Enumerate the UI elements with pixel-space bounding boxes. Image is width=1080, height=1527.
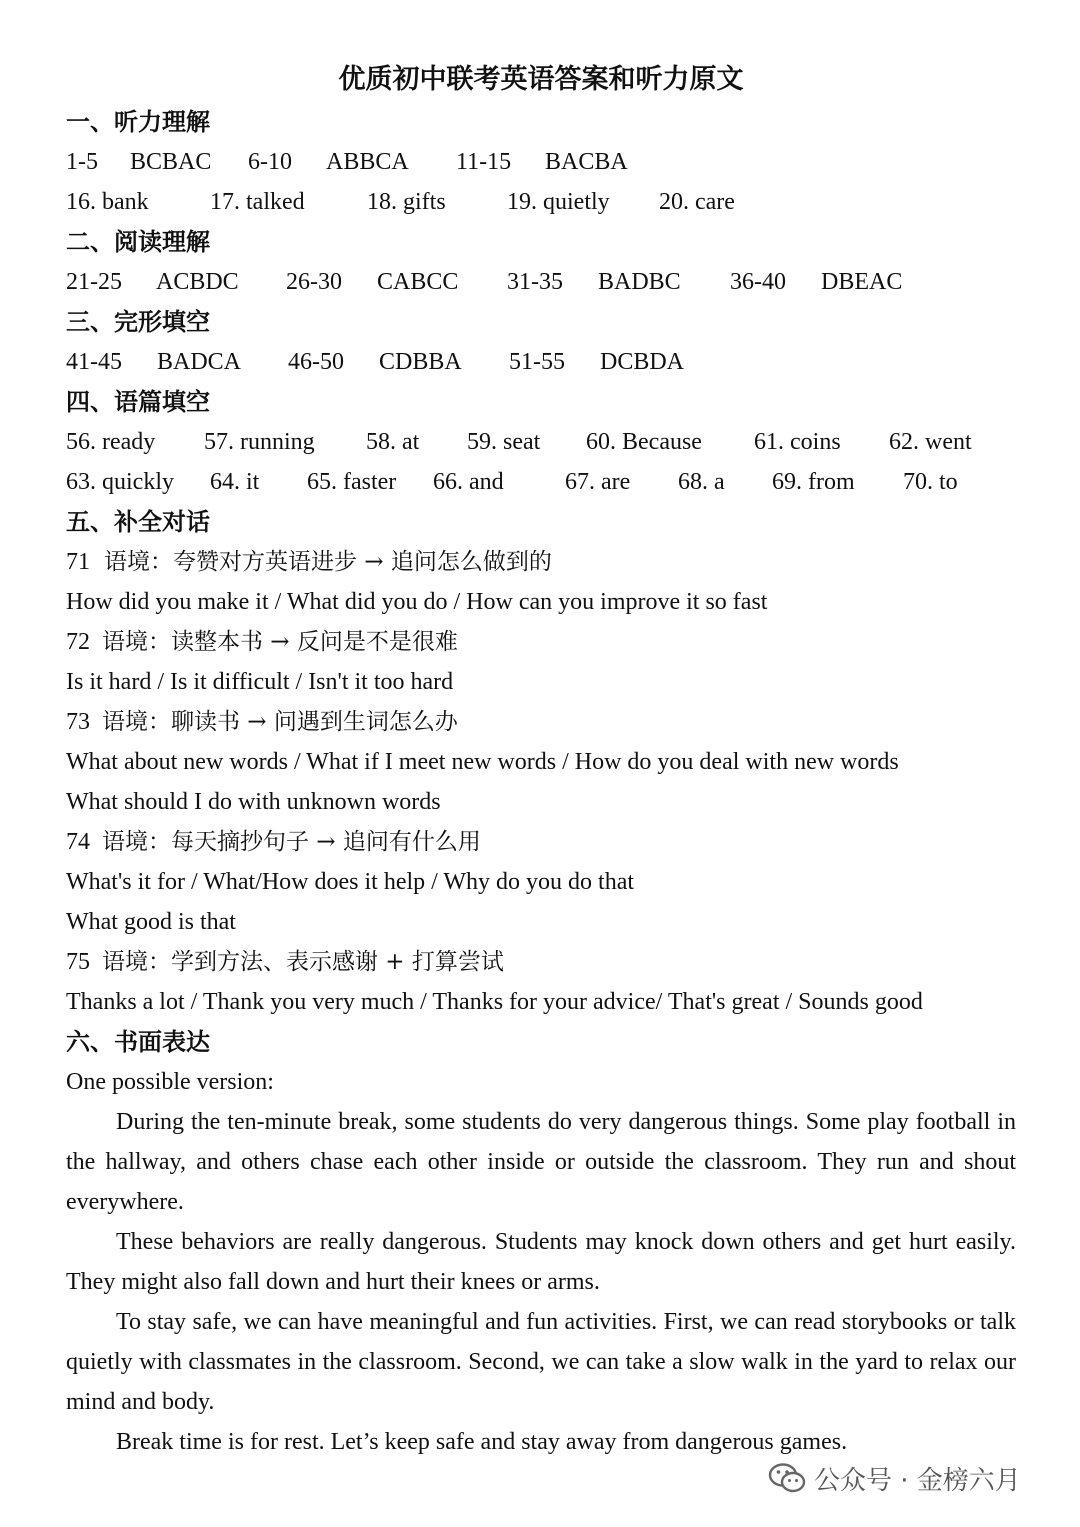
- answer-item: 61. coins: [754, 429, 841, 455]
- section-heading-dialogue: 五、补全对话: [66, 507, 210, 536]
- wechat-icon: [768, 1462, 806, 1494]
- question-number: 74: [66, 829, 90, 855]
- question-context: [66, 822, 1016, 862]
- essay-intro: One possible version:: [66, 1069, 274, 1095]
- question-number: 71: [66, 549, 90, 575]
- watermark-text: 公众号 · 金榜六月: [814, 1465, 1021, 1496]
- answer-item: 63. quickly: [66, 469, 174, 495]
- section-heading-writing: 六、书面表达: [66, 1027, 210, 1056]
- answer-item: 65. faster: [307, 469, 397, 495]
- answer-line: What's it for / What/How does it help / Why do you do that: [66, 869, 635, 895]
- answer-row: [66, 142, 1016, 182]
- answer-set: CDBBA: [379, 349, 462, 375]
- answer-item: 69. from: [772, 469, 855, 495]
- answer-item: 19. quietly: [507, 189, 610, 215]
- range-label: 31-35: [507, 269, 563, 295]
- context-text: 语境：每天摘抄句子 → 追问有什么用: [102, 829, 481, 855]
- question-number: 73: [66, 709, 90, 735]
- answer-item: 62. went: [889, 429, 972, 455]
- page-title: 优质初中联考英语答案和听力原文: [338, 64, 744, 95]
- range-label: 21-25: [66, 269, 122, 295]
- essay-paragraph: To stay safe, we can have meaningful and fun activities. First, we can read storybooks or talk quietly with classmates in the classroom. Second, we can take a slow walk in the yard to relax our mind and body.: [66, 1309, 1016, 1415]
- answer-item: 18. gifts: [367, 189, 446, 215]
- essay-paragraph: Break time is for rest. Let’s keep safe and stay away from dangerous games.: [116, 1429, 848, 1455]
- section-heading-reading: 二、阅读理解: [66, 227, 210, 256]
- answer-row: [66, 422, 1016, 462]
- answer-item: 58. at: [366, 429, 420, 455]
- answer-item: 60. Because: [586, 429, 702, 455]
- answer-set: DCBDA: [600, 349, 685, 375]
- answer-line: Thanks a lot / Thank you very much / Thanks for your advice/ That's great / Sounds good: [66, 989, 923, 1015]
- range-label: 36-40: [730, 269, 786, 295]
- essay-paragraph: During the ten-minute break, some students do very dangerous things. Some play football in the hallway, and others chase each other inside or outside the classroom. They run and shout everywhere.: [66, 1109, 1016, 1215]
- context-text: 语境：聊读书 → 问遇到生词怎么办: [102, 709, 458, 735]
- answer-item: 16. bank: [66, 189, 149, 215]
- range-label: 1-5: [66, 149, 98, 175]
- answer-row: [66, 262, 1016, 302]
- section-heading-listening: 一、听力理解: [66, 107, 210, 136]
- context-text: 语境：夸赞对方英语进步 → 追问怎么做到的: [104, 549, 552, 575]
- answer-line: How did you make it / What did you do / How can you improve it so fast: [66, 589, 768, 615]
- context-text: 语境：读整本书 → 反问是不是很难: [102, 629, 458, 655]
- answer-item: 66. and: [433, 469, 504, 495]
- essay-paragraph: These behaviors are really dangerous. Students may knock down others and get hurt easily. They might also fall down and hurt their knees or arms.: [66, 1229, 1016, 1295]
- answer-set: DBEAC: [821, 269, 903, 295]
- answer-row: [66, 462, 1016, 502]
- section-heading-gap-fill: 四、语篇填空: [66, 387, 210, 416]
- range-label: 41-45: [66, 349, 122, 375]
- question-context: [66, 942, 1016, 982]
- answer-line: What good is that: [66, 909, 236, 935]
- question-number: 75: [66, 949, 90, 975]
- answer-item: 57. running: [204, 429, 315, 455]
- range-label: 51-55: [509, 349, 565, 375]
- section-heading-cloze: 三、完形填空: [66, 307, 210, 336]
- answer-row: [66, 342, 1016, 382]
- answer-set: BACBA: [545, 149, 628, 175]
- range-label: 26-30: [286, 269, 342, 295]
- range-label: 6-10: [248, 149, 292, 175]
- question-context: [66, 542, 1016, 582]
- question-context: [66, 622, 1016, 662]
- answer-line: What should I do with unknown words: [66, 789, 441, 815]
- answer-set: BADBC: [598, 269, 681, 295]
- answer-set: BADCA: [157, 349, 242, 375]
- question-context: [66, 702, 1016, 742]
- range-label: 11-15: [456, 149, 512, 175]
- answer-item: 70. to: [903, 469, 958, 495]
- answer-set: BCBAC: [130, 149, 212, 175]
- answer-item: 64. it: [210, 469, 260, 495]
- answer-sheet: [66, 58, 1016, 1462]
- watermark: [768, 1458, 1021, 1498]
- answer-item: 20. care: [659, 189, 735, 215]
- context-text: 语境：学到方法、表示感谢 + 打算尝试: [102, 949, 504, 975]
- answer-item: 68. a: [678, 469, 725, 495]
- answer-item: 56. ready: [66, 429, 156, 455]
- answer-set: CABCC: [377, 269, 459, 295]
- answer-line: Is it hard / Is it difficult / Isn't it too hard: [66, 669, 454, 695]
- answer-item: 67. are: [565, 469, 631, 495]
- answer-set: ABBCA: [326, 149, 409, 175]
- answer-set: ACBDC: [156, 269, 239, 295]
- answer-row: [66, 182, 1016, 222]
- answer-item: 59. seat: [467, 429, 541, 455]
- answer-item: 17. talked: [210, 189, 305, 215]
- question-number: 72: [66, 629, 90, 655]
- answer-line: What about new words / What if I meet new words / How do you deal with new words: [66, 749, 899, 775]
- range-label: 46-50: [288, 349, 344, 375]
